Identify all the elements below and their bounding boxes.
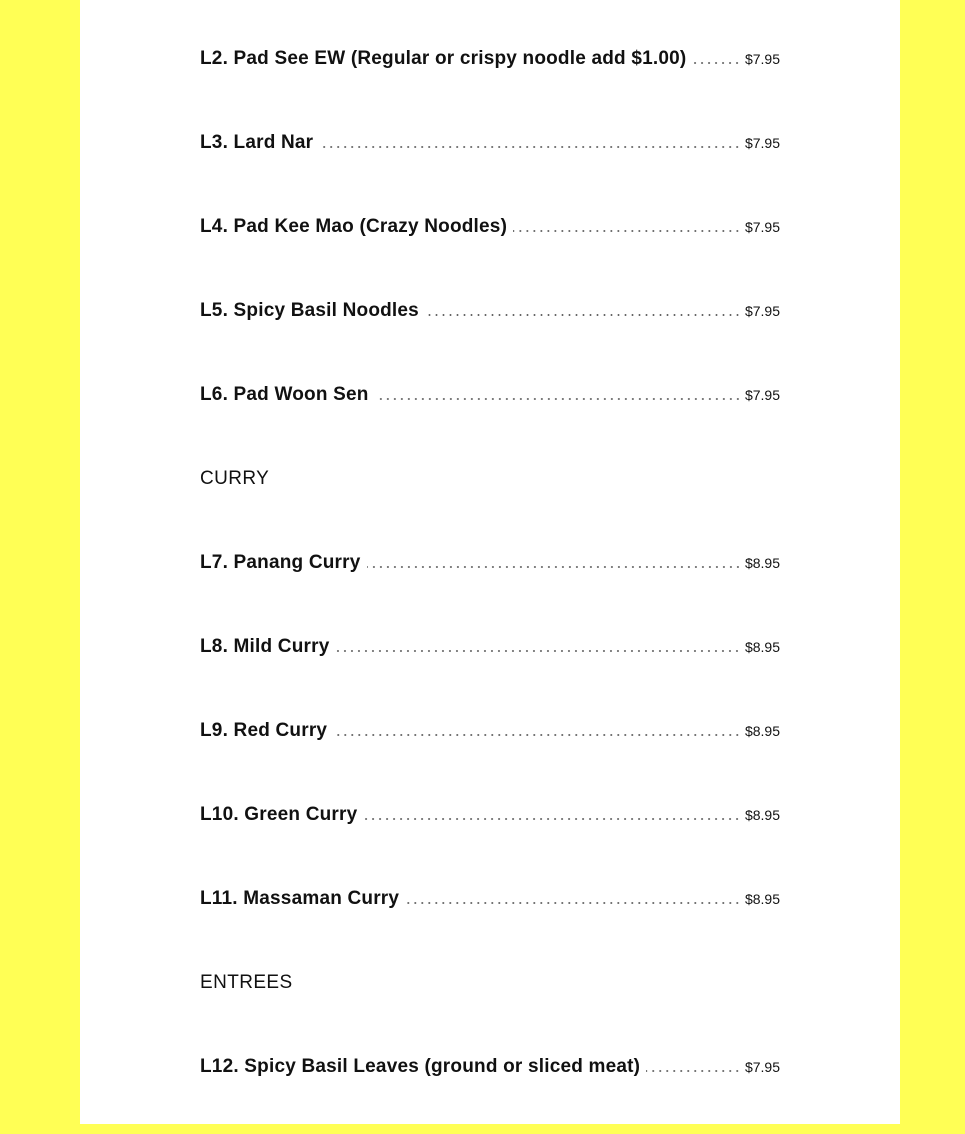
menu-item	[200, 294, 780, 378]
menu-item	[200, 378, 780, 462]
menu-item-name: L12. Spicy Basil Leaves (ground or sliced meat)	[200, 1056, 641, 1077]
menu-item-price: $7.95	[744, 135, 780, 151]
menu-item-name: L4. Pad Kee Mao (Crazy Noodles)	[200, 216, 508, 237]
section-heading-row	[200, 462, 780, 546]
dot-leader	[692, 62, 741, 64]
menu-item-line	[200, 798, 780, 832]
menu-item-line	[200, 294, 780, 328]
menu-item	[200, 630, 780, 714]
menu-item-line	[200, 378, 780, 412]
dot-leader	[363, 818, 741, 820]
menu-item-name: L11. Massaman Curry	[200, 888, 400, 909]
menu-item-line	[200, 630, 780, 664]
menu-item-name: L5. Spicy Basil Noodles	[200, 300, 419, 321]
menu-item-line	[200, 882, 780, 916]
menu-item-price: $7.95	[744, 219, 780, 235]
menu-item-price: $7.95	[744, 387, 780, 403]
menu-item	[200, 126, 780, 210]
menu-item-name: L2. Pad See EW (Regular or crispy noodle add $1.00)	[200, 48, 687, 69]
section-heading-row	[200, 966, 780, 1050]
menu-item-line	[200, 714, 780, 748]
menu-item	[200, 882, 780, 966]
menu-item	[200, 42, 780, 126]
section-heading-curry: CURRY	[200, 468, 270, 489]
menu-item-price: $8.95	[744, 555, 780, 571]
dot-leader	[405, 902, 741, 904]
menu-item	[200, 1050, 780, 1134]
menu-item-price: $8.95	[744, 807, 780, 823]
dot-leader	[367, 566, 741, 568]
menu-item	[200, 714, 780, 798]
menu-item-line	[200, 1050, 780, 1084]
menu-item	[200, 210, 780, 294]
dot-leader	[319, 146, 741, 148]
dot-leader	[513, 230, 741, 232]
menu-item-line	[200, 546, 780, 580]
menu-list	[200, 42, 780, 1134]
dot-leader	[333, 734, 741, 736]
menu-item-name: L7. Panang Curry	[200, 552, 361, 573]
dot-leader	[646, 1070, 741, 1072]
menu-item-price: $8.95	[744, 639, 780, 655]
dot-leader	[375, 398, 741, 400]
menu-item-price: $7.95	[744, 51, 780, 67]
dot-leader	[425, 314, 741, 316]
menu-item-price: $7.95	[744, 1059, 780, 1075]
menu-item	[200, 546, 780, 630]
menu-item-price: $8.95	[744, 891, 780, 907]
section-heading-entrees: ENTREES	[200, 972, 293, 993]
menu-page	[80, 0, 900, 1124]
menu-item-name: L6. Pad Woon Sen	[200, 384, 369, 405]
dot-leader	[335, 650, 740, 652]
menu-item-line	[200, 42, 780, 76]
menu-item-line	[200, 210, 780, 244]
menu-item	[200, 798, 780, 882]
menu-item-name: L9. Red Curry	[200, 720, 328, 741]
menu-item-price: $8.95	[744, 723, 780, 739]
menu-item-name: L10. Green Curry	[200, 804, 358, 825]
menu-item-price: $7.95	[744, 303, 780, 319]
menu-item-line	[200, 126, 780, 160]
menu-item-name: L8. Mild Curry	[200, 636, 330, 657]
menu-item-name: L3. Lard Nar	[200, 132, 314, 153]
